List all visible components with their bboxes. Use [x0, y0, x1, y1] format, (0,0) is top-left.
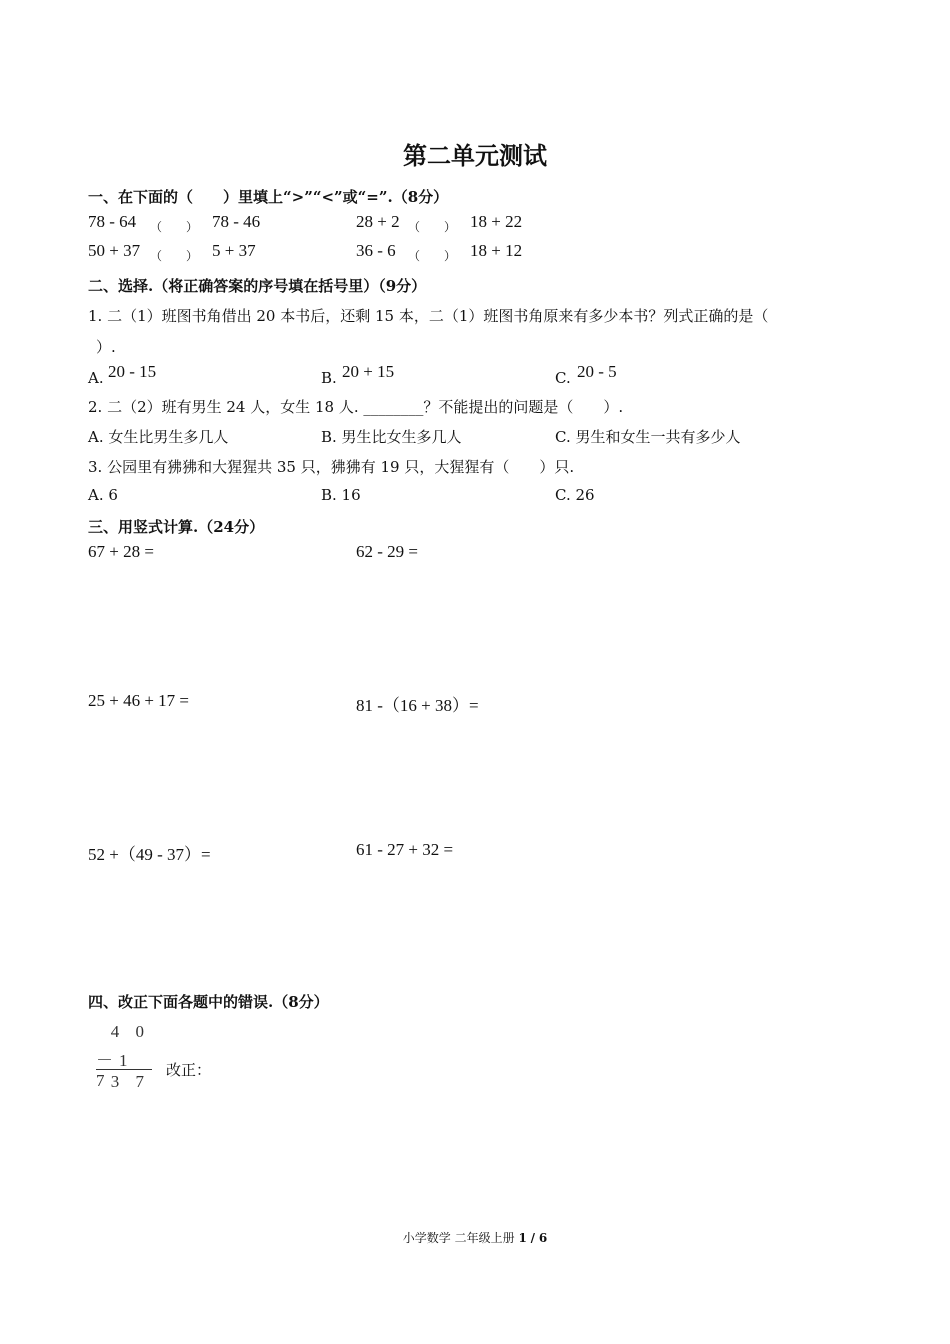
compare-4-blank[interactable]: （ ） [408, 249, 457, 263]
q1-option-a-value: 20 - 15 [108, 362, 157, 381]
footer-total-pages: 6 [538, 1231, 548, 1245]
compare-4-left: 36 - 6 [356, 241, 396, 260]
vertical-subtraction [96, 1022, 152, 1094]
calc-6: 61 - 27 + 32 = [356, 840, 454, 859]
q2-option-c[interactable]: C. 男生和女生一共有多少人 [555, 428, 741, 446]
q2-option-b[interactable]: B. 男生比女生多几人 [321, 428, 462, 446]
compare-3-blank[interactable]: （ ） [150, 249, 199, 263]
correction-label: 改正： [166, 1061, 212, 1079]
q1-option-c-label[interactable]: C. [555, 369, 571, 387]
calc-2: 62 - 29 = [356, 542, 418, 561]
page-title: 第二单元测试 [403, 141, 547, 170]
compare-1-right: 78 - 46 [212, 212, 261, 231]
section-4-heading: 四、改正下面各题中的错误.（8分） [88, 993, 329, 1011]
compare-3-left: 50 + 37 [88, 241, 141, 260]
calc-3: 25 + 46 + 17 = [88, 691, 190, 710]
compare-1-left: 78 - 64 [88, 212, 137, 231]
compare-1-blank[interactable]: （ ） [150, 220, 199, 234]
footer-text: 小学数学 二年级上册 [402, 1231, 515, 1245]
q3-option-a[interactable]: A. 6 [88, 486, 118, 504]
q1-option-b-value: 20 + 15 [342, 362, 395, 381]
footer-page-number: 1 [518, 1231, 527, 1245]
compare-3-right: 5 + 37 [212, 241, 256, 260]
q3-option-c[interactable]: C. 26 [555, 486, 595, 504]
section-3-heading: 三、用竖式计算.（24分） [88, 518, 265, 536]
vertical-divider [96, 1069, 152, 1070]
question-1-text-cont: ）. [96, 338, 116, 356]
compare-2-right: 18 + 22 [470, 212, 523, 231]
compare-2-left: 28 + 2 [356, 212, 400, 231]
section-2-heading: 二、选择.（将正确答案的序号填在括号里）（9分） [88, 277, 427, 295]
page-footer [0, 1229, 950, 1246]
footer-separator: / [530, 1231, 536, 1245]
calc-1: 67 + 28 = [88, 542, 154, 561]
question-1-text: 1. 二（1）班图书角借出 20 本书后，还剩 15 本，二（1）班图书角原来有多少本书？列式正确的是（ [88, 307, 769, 325]
q1-option-a-label[interactable]: A. [88, 369, 104, 387]
compare-2-blank[interactable]: （ ） [408, 220, 457, 234]
q3-option-b[interactable]: B. 16 [321, 486, 361, 504]
q1-option-c-value: 20 - 5 [577, 362, 617, 381]
vertical-top-number: 4 0 [110, 1022, 150, 1041]
vertical-subtrahend: －1 7 [96, 1051, 134, 1090]
vertical-result: 3 7 [110, 1072, 150, 1091]
question-3-text: 3. 公园里有狒狒和大猩猩共 35 只，狒狒有 19 只，大猩猩有（ ）只. [88, 458, 575, 476]
q2-option-a[interactable]: A. 女生比男生多几人 [88, 428, 229, 446]
q1-option-b-label[interactable]: B. [321, 369, 337, 387]
question-2-text: 2. 二（2）班有男生 24 人，女生 18 人. ________？不能提出的问题是（ ）. [88, 398, 624, 416]
calc-4: 81 -（16 + 38）= [356, 696, 479, 715]
compare-4-right: 18 + 12 [470, 241, 523, 260]
section-1-heading: 一、在下面的（ ）里填上“>”“<”或“=”.（8分） [88, 188, 449, 206]
calc-5: 52 +（49 - 37）= [88, 845, 211, 864]
